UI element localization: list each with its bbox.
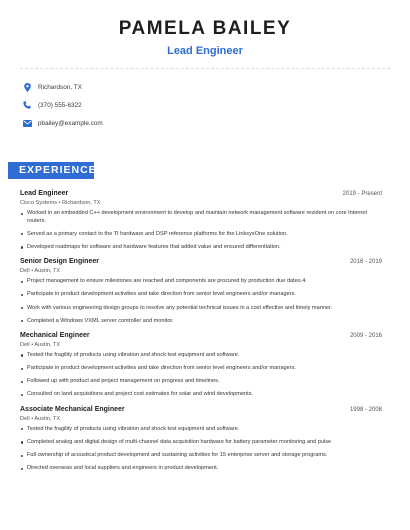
job-entry <box>20 405 382 473</box>
job-bullet: Work with various engineering design groups to resolve any potential technical issues in a cost effective and timely manner. <box>20 305 382 313</box>
job-bullet: Completed analog and digital design of multi-channel data acquisition hardware for battery parameter monitoring and pulse <box>20 439 382 447</box>
job-title: Mechanical Engineer <box>20 331 90 339</box>
job-title: Lead Engineer <box>20 190 69 197</box>
experience-section <box>20 189 382 478</box>
job-bullet: Participate in product development activities and take direction from senior level engineers and/or managers. <box>20 365 382 373</box>
job-bullets <box>20 426 382 473</box>
job-dates: 2019 - Present <box>342 191 382 197</box>
job-dates: 2009 - 2016 <box>349 332 382 339</box>
contact-location-text: Richardson, TX <box>38 83 82 91</box>
job-bullet: Consulted on land acquisitions and project cost estimates for solar and wind developments. <box>20 391 382 399</box>
job-company: Dell • Austin, TX <box>20 268 61 275</box>
contact-email-text: pbailey@example.com <box>38 119 103 127</box>
job-entry <box>20 331 382 399</box>
job-bullet: Followed up with product and project management on progress and timelines. <box>20 378 382 386</box>
resume-header <box>0 0 410 58</box>
job-dates: 2016 - 2019 <box>349 259 382 266</box>
email-icon <box>22 118 32 128</box>
job-bullet: Full ownership of acoustical product development and sustaining activities for 15 enterprise server and storage programs. <box>20 452 382 460</box>
job-company: Dell • Austin, TX <box>20 415 61 422</box>
phone-icon <box>22 100 32 110</box>
job-entry <box>20 189 382 252</box>
job-dates: 1998 - 2008 <box>349 406 382 413</box>
job-header <box>20 331 382 340</box>
contact-email <box>22 114 410 132</box>
job-bullet: Served as a primary contact to the TI hardware and DSP reference platforms for the LinksysOne solution. <box>20 231 382 239</box>
experience-section-heading: EXPERIENCE <box>8 162 94 179</box>
job-bullets <box>20 352 382 399</box>
contact-phone <box>22 96 410 114</box>
candidate-name: PAMELA BAILEY <box>118 18 292 39</box>
contact-phone-text: (370) 555-6322 <box>38 101 82 109</box>
job-title: Senior Design Engineer <box>20 258 99 266</box>
job-company: Cisco Systems • Richardson, TX <box>20 200 101 206</box>
candidate-title: Lead Engineer <box>167 45 243 57</box>
job-bullet: Worked in an embedded C++ development environment to develop and maintain network management software resident on core Internet routers. <box>20 210 382 225</box>
job-bullet: Developed roadmaps for software and hardware features that added value and ensured differentiation. <box>20 244 382 252</box>
job-bullet: Directed overseas and local suppliers and engineers in product development. <box>20 465 382 473</box>
job-bullet: Tested the fragility of products using vibration and shock test equipment and software. <box>20 426 382 434</box>
job-entry <box>20 257 382 325</box>
location-pin-icon <box>22 82 32 92</box>
job-company: Dell • Austin, TX <box>20 341 61 348</box>
contact-location <box>22 78 410 96</box>
job-title: Associate Mechanical Engineer <box>20 405 125 413</box>
job-header <box>20 189 382 198</box>
job-header <box>20 405 382 414</box>
job-bullet: Completed a Windows VXML server controller and monitor. <box>20 318 382 326</box>
contact-list <box>0 69 410 132</box>
job-bullet: Participate in product development activities and take direction from senior level engineers and/or managers. <box>20 291 382 299</box>
job-bullets <box>20 210 382 252</box>
job-bullets <box>20 278 382 325</box>
job-header <box>20 257 382 266</box>
job-bullet: Tested the fragility of products using vibration and shock test equipment and software. <box>20 352 382 360</box>
job-bullet: Project management to ensure milestones are reached and components are procured by production due dates.4. <box>20 278 382 286</box>
